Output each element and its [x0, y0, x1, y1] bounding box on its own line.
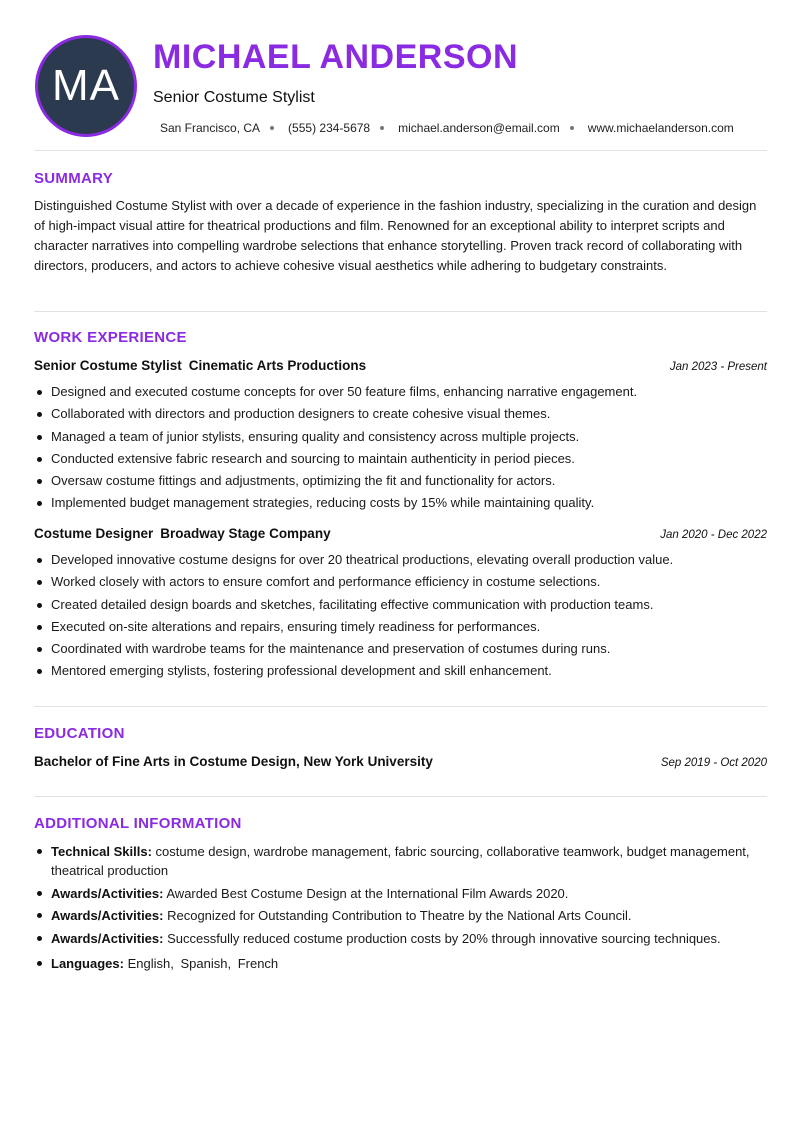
list-item: Implemented budget management strategies, reducing costs by 15% while maintaining quality. — [34, 492, 768, 514]
experience-heading: WORK EXPERIENCE — [34, 329, 187, 346]
item-text: costume design, wardrobe management, fabric sourcing, collaborative teamwork, budget management, theatrical production — [51, 844, 750, 878]
job-dates: Jan 2020 - Dec 2022 — [660, 529, 767, 541]
job-company: Broadway Stage Company — [160, 526, 331, 541]
list-item: Coordinated with wardrobe teams for the maintenance and preservation of costumes during runs. — [34, 638, 768, 660]
job-title-company — [34, 526, 331, 541]
item-label: Awards/Activities: — [51, 885, 164, 901]
candidate-name: MICHAEL ANDERSON — [153, 38, 519, 76]
language-entry: Spanish, — [180, 955, 232, 971]
list-item: Oversaw costume fittings and adjustments, optimizing the fit and functionality for actors. — [34, 470, 768, 492]
languages-item — [34, 954, 768, 973]
job-bullets — [34, 549, 768, 683]
item-text: Awarded Best Costume Design at the International Film Awards 2020. — [166, 885, 569, 901]
contact-phone[interactable]: (555) 234-5678 — [288, 121, 371, 135]
education-entry — [34, 754, 767, 769]
list-item — [34, 929, 768, 948]
additional-heading: ADDITIONAL INFORMATION — [34, 815, 242, 832]
language-entry: English, — [127, 955, 174, 971]
list-item: Created detailed design boards and sketches, facilitating effective communication with production teams. — [34, 594, 768, 616]
education-heading: EDUCATION — [34, 725, 125, 742]
job-title-company — [34, 358, 366, 373]
item-label: Awards/Activities: — [51, 930, 164, 946]
avatar-initials: MA — [52, 61, 120, 110]
job-header — [34, 358, 767, 373]
section-divider — [34, 706, 767, 707]
education-dates: Sep 2019 - Oct 2020 — [660, 757, 767, 769]
candidate-title: Senior Costume Stylist — [153, 89, 315, 106]
section-divider — [34, 796, 767, 797]
contact-location: San Francisco, CA — [160, 121, 261, 135]
list-item: Worked closely with actors to ensure comfort and performance efficiency in costume selections. — [34, 571, 768, 593]
additional-list — [34, 842, 768, 976]
language-entry: French — [237, 955, 279, 971]
list-item: Managed a team of junior stylists, ensuring quality and consistency across multiple projects. — [34, 426, 768, 448]
contact-bar — [160, 121, 734, 135]
list-item: Mentored emerging stylists, fostering professional development and skill enhancement. — [34, 660, 768, 682]
separator-dot-icon — [570, 126, 574, 130]
job-role: Senior Costume Stylist — [34, 358, 182, 373]
list-item: Developed innovative costume designs for over 20 theatrical productions, elevating overall production value. — [34, 549, 768, 571]
education-degree: Bachelor of Fine Arts in Costume Design, New York University — [34, 754, 433, 769]
contact-website[interactable]: www.michaelanderson.com — [587, 121, 734, 135]
job-header — [34, 526, 767, 541]
list-item: Collaborated with directors and production designers to create cohesive visual themes. — [34, 403, 768, 425]
item-text: Recognized for Outstanding Contribution to Theatre by the National Arts Council. — [167, 908, 632, 923]
list-item: Executed on-site alterations and repairs, ensuring timely readiness for performances. — [34, 616, 768, 638]
job-dates: Jan 2023 - Present — [669, 361, 767, 373]
list-item: Designed and executed costume concepts for over 50 feature films, enhancing narrative engagement. — [34, 381, 768, 403]
summary-text: Distinguished Costume Stylist with over a decade of experience in the fashion industry, specializing in the curation and design of high-impact visual attire for theatrical productions and film. Renowned for an exceptional ability to interpret scripts and character narratives into compelling wardrobe selections that enhance storytelling. Proven track record of collaborating with directors, producers, and actors to achieve cohesive visual aesthetics while adhering to budgetary constraints. — [34, 198, 757, 273]
contact-email[interactable]: michael.anderson@email.com — [398, 121, 560, 135]
section-divider — [34, 311, 767, 312]
separator-dot-icon — [380, 126, 384, 130]
list-item — [34, 884, 768, 903]
separator-dot-icon — [270, 126, 274, 130]
item-label: Awards/Activities: — [51, 908, 164, 923]
list-item — [34, 842, 768, 880]
summary-heading: SUMMARY — [34, 170, 114, 187]
list-item — [34, 906, 768, 925]
item-text: Successfully reduced costume production costs by 20% through innovative sourcing techniques. — [167, 930, 721, 946]
languages-label: Languages: — [51, 955, 124, 971]
job-company: Cinematic Arts Productions — [188, 358, 367, 373]
section-divider — [34, 150, 767, 151]
item-label: Technical Skills: — [51, 844, 152, 859]
list-item: Conducted extensive fabric research and sourcing to maintain authenticity in period pieces. — [34, 448, 768, 470]
job-bullets — [34, 381, 768, 515]
avatar — [35, 35, 137, 137]
job-role: Costume Designer — [34, 526, 154, 541]
